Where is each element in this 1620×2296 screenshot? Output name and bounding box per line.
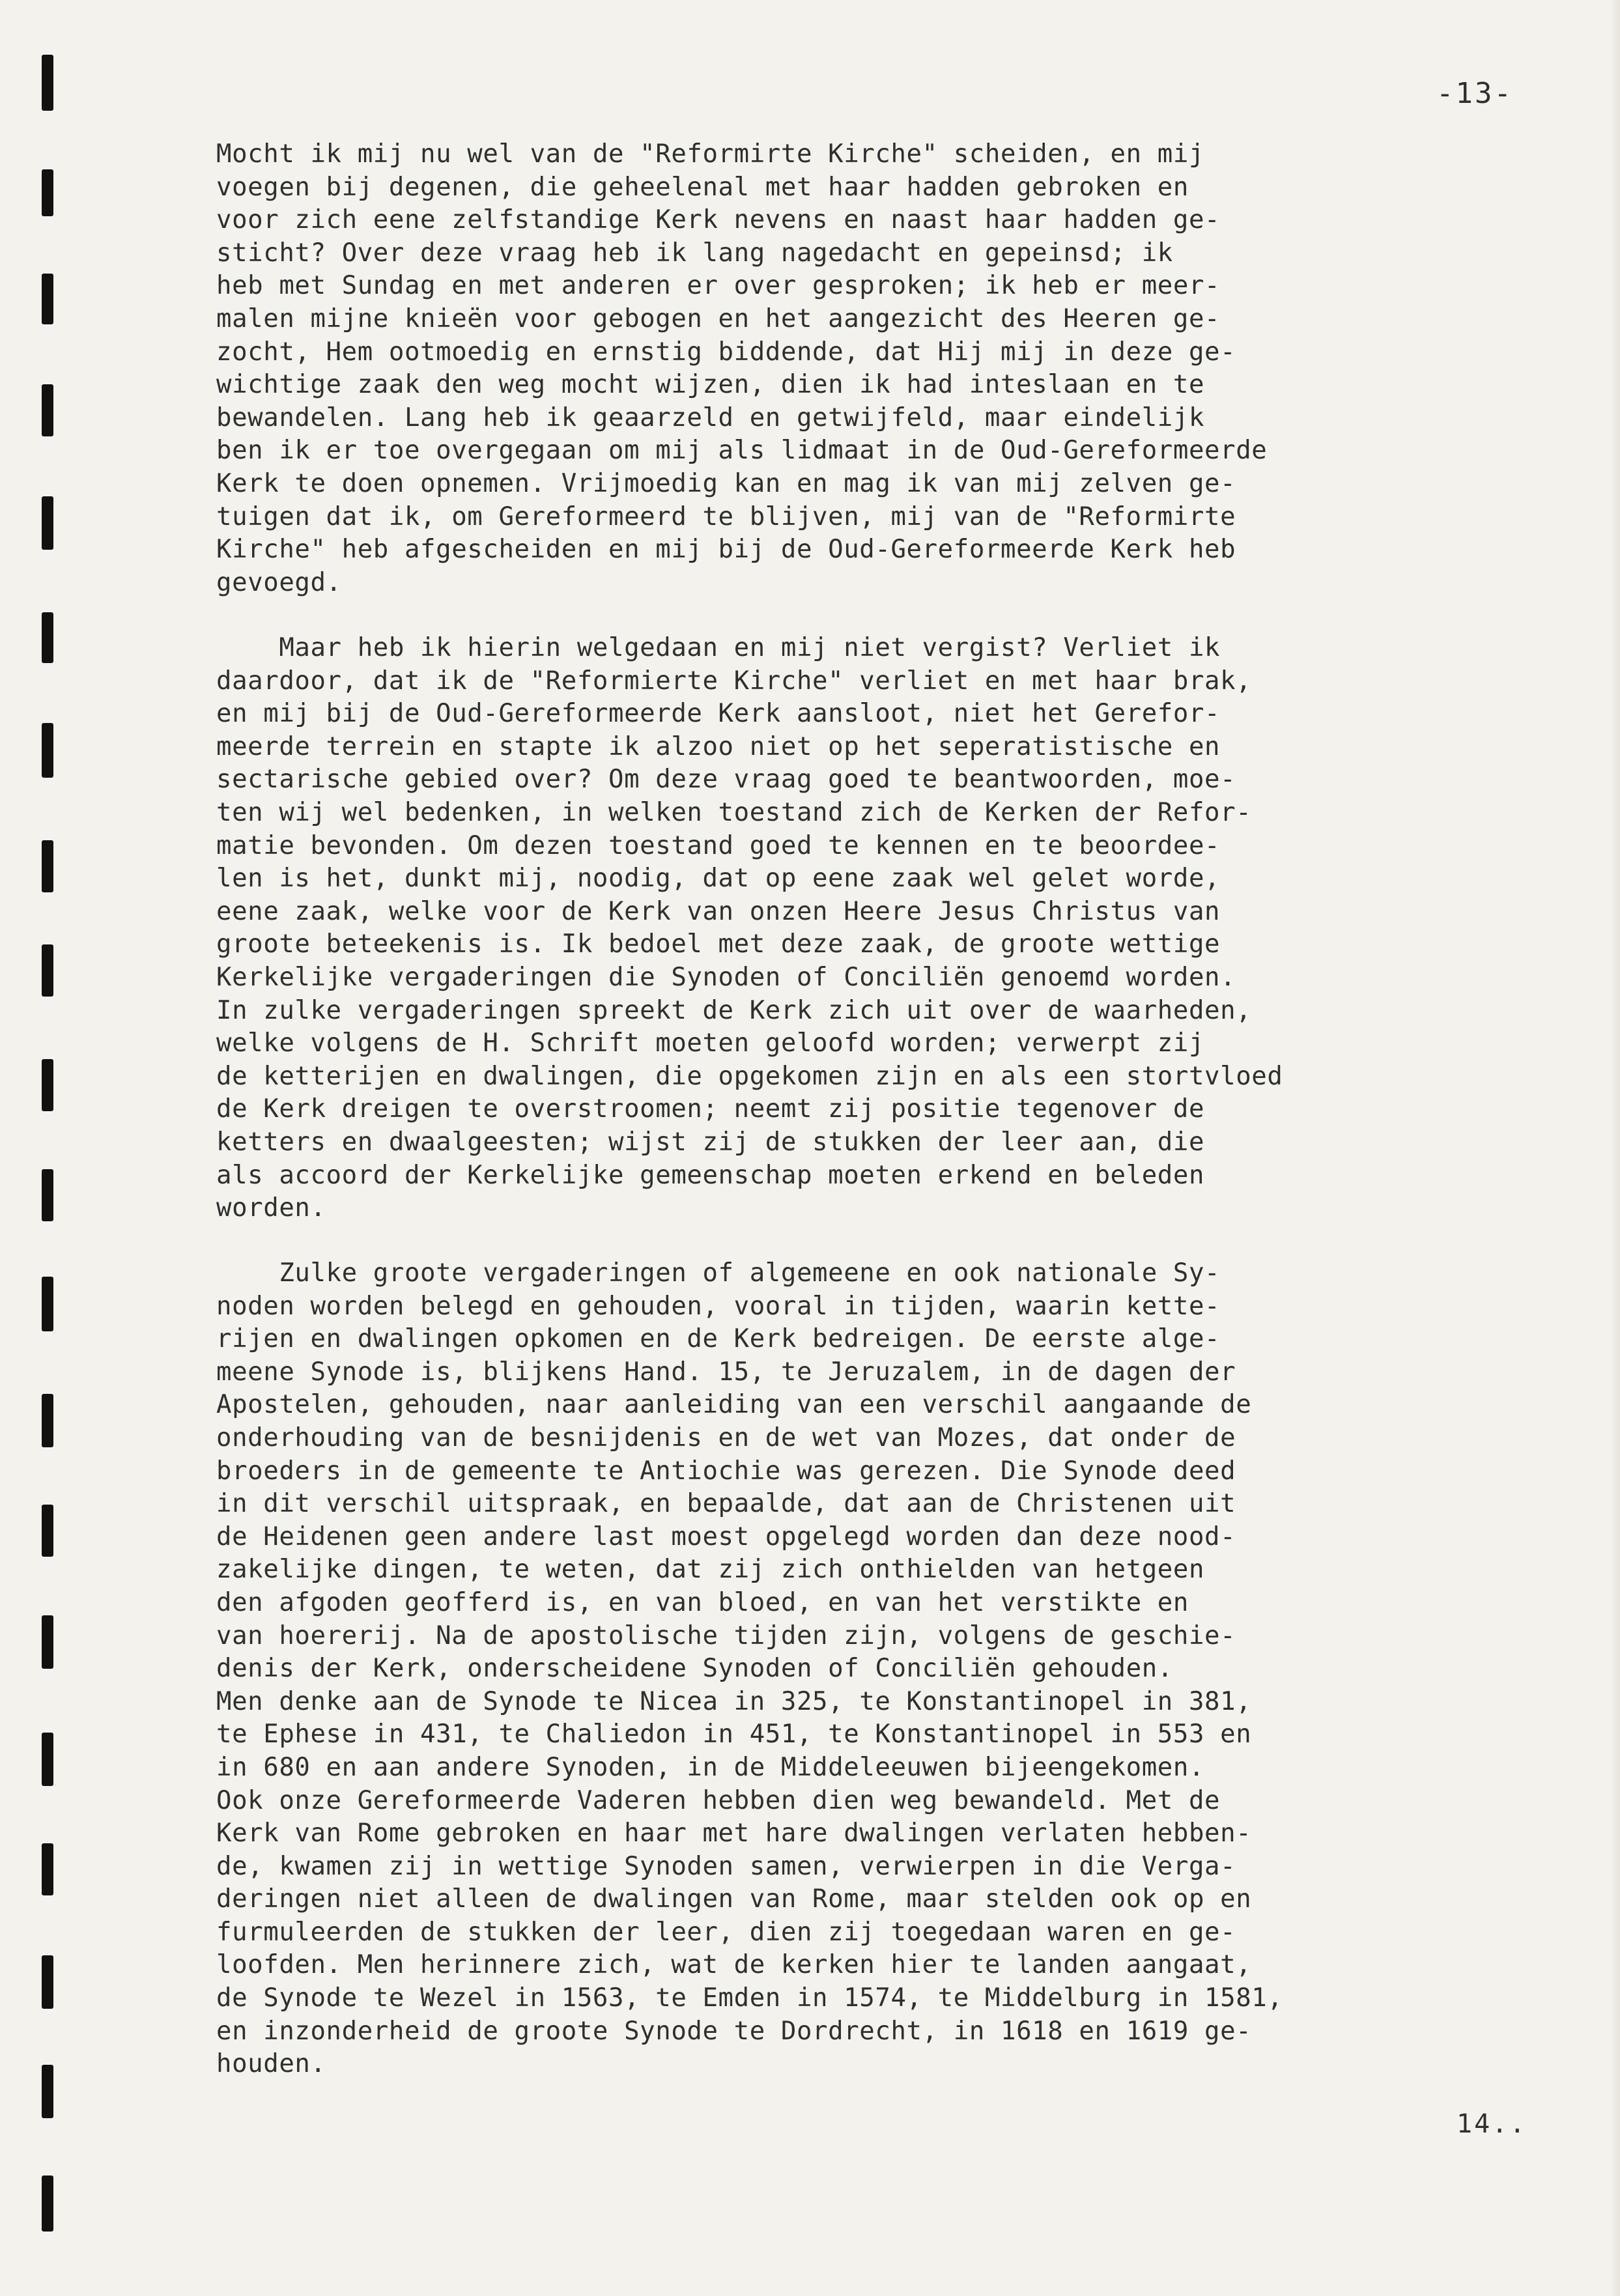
binding-hole <box>42 2065 53 2118</box>
text-line: malen mijne knieën voor gebogen en het aangezicht des Heeren ge- <box>216 304 1221 333</box>
text-line: noden worden belegd en gehouden, vooral in tijden, waarin kette- <box>216 1291 1221 1321</box>
catchword: 14.. <box>1457 2109 1528 2139</box>
text-line: Zulke groote vergaderingen of algemeene en ook nationale Sy- <box>216 1258 1221 1288</box>
text-line: groote beteekenis is. Ik bedoel met deze zaak, de groote wettige <box>216 929 1221 959</box>
text-line: welke volgens de H. Schrift moeten geloofd worden; verwerpt zij <box>216 1028 1205 1058</box>
text-line: Kerk van Rome gebroken en haar met hare dwalingen verlaten hebben- <box>216 1819 1252 1849</box>
text-line: loofden. Men herinnere zich, wat de kerken hier te landen aangaat, <box>216 1950 1252 1980</box>
binding-hole <box>42 1955 53 2009</box>
binding-hole <box>42 1059 53 1111</box>
text-line: rijen en dwalingen opkomen en de Kerk bedreigen. De eerste alge- <box>216 1324 1221 1354</box>
text-line: denis der Kerk, onderscheidene Synoden of Conciliën gehouden. <box>216 1654 1173 1684</box>
text-line: onderhouding van de besnijdenis en de wet van Mozes, dat onder de <box>216 1423 1236 1453</box>
text-line: heb met Sundag en met anderen er over gesproken; ik heb er meer- <box>216 271 1221 301</box>
text-line: van hoererij. Na de apostolische tijden zijn, volgens de geschie- <box>216 1621 1236 1651</box>
text-line: Maar heb ik hierin welgedaan en mij niet vergist? Verliet ik <box>216 633 1221 662</box>
text-line: zocht, Hem ootmoedig en ernstig biddende, dat Hij mij in deze ge- <box>216 337 1236 367</box>
binding-hole <box>42 840 53 892</box>
text-line: de Kerk dreigen te overstroomen; neemt zij positie tegenover de <box>216 1094 1205 1124</box>
text-line: ten wij wel bedenken, in welken toestand zich de Kerken der Refor- <box>216 797 1252 827</box>
binding-hole <box>42 274 53 324</box>
text-line: sticht? Over deze vraag heb ik lang nagedacht en gepeinsd; ik <box>216 238 1173 268</box>
binding-hole <box>42 1843 53 1895</box>
binding-hole <box>42 1277 53 1331</box>
text-line: en mij bij de Oud-Gereformeerde Kerk aansloot, niet het Gerefor- <box>216 699 1221 729</box>
text-line: voegen bij degenen, die geheelenal met haar hadden gebroken en <box>216 172 1189 202</box>
text-line: als accoord der Kerkelijke gemeenschap moeten erkend en beleden <box>216 1160 1205 1190</box>
text-line: daardoor, dat ik de "Reformierte Kirche" verliet en met haar brak, <box>216 666 1252 696</box>
text-line: wichtige zaak den weg mocht wijzen, dien ik had inteslaan en te <box>216 370 1205 400</box>
binding-hole <box>42 55 53 111</box>
text-line: In zulke vergaderingen spreekt de Kerk zich uit over de waarheden, <box>216 995 1252 1025</box>
text-line: ben ik er toe overgegaan om mij als lidmaat in de Oud-Gereformeerde <box>216 436 1268 466</box>
text-line: meene Synode is, blijkens Hand. 15, te Jeruzalem, in de dagen der <box>216 1357 1236 1387</box>
paragraph-2 <box>216 632 1584 1225</box>
text-line: broeders in de gemeente te Antiochie was gerezen. Die Synode deed <box>216 1456 1236 1486</box>
paragraph-3 <box>216 1257 1584 2081</box>
text-line: zakelijke dingen, te weten, dat zij zich onthielden van hetgeen <box>216 1555 1205 1585</box>
binding-hole <box>42 1615 53 1669</box>
text-line: Kerkelijke vergaderingen die Synoden of Conciliën genoemd worden. <box>216 962 1236 992</box>
text-line: tuigen dat ik, om Gereformeerd te blijven, mij van de "Reformirte <box>216 502 1236 531</box>
binding-hole <box>42 496 53 550</box>
text-line: bewandelen. Lang heb ik geaarzeld en getwijfeld, maar eindelijk <box>216 403 1205 432</box>
paragraph-1 <box>216 138 1584 599</box>
text-line: deringen niet alleen de dwalingen van Rome, maar stelden ook op en <box>216 1884 1252 1914</box>
text-line: furmuleerden de stukken der leer, dien zij toegedaan waren en ge- <box>216 1917 1236 1947</box>
text-line: in 680 en aan andere Synoden, in de Middeleeuwen bijeengekomen. <box>216 1752 1205 1782</box>
text-line: in dit verschil uitspraak, en bepaalde, dat aan de Christenen uit <box>216 1489 1236 1519</box>
binding-hole <box>42 723 53 778</box>
binding-hole <box>42 1733 53 1786</box>
binding-hole <box>42 1169 53 1221</box>
text-line: Kirche" heb afgescheiden en mij bij de Oud-Gereformeerde Kerk heb <box>216 535 1236 565</box>
binding-hole <box>42 1505 53 1557</box>
text-line: de ketterijen en dwalingen, die opgekomen zijn en als een stortvloed <box>216 1061 1283 1091</box>
binding-hole <box>42 1394 53 1447</box>
text-line: Apostelen, gehouden, naar aanleiding van een verschil aangaande de <box>216 1390 1252 1420</box>
text-line: eene zaak, welke voor de Kerk van onzen Heere Jesus Christus van <box>216 896 1221 926</box>
text-line: de Synode te Wezel in 1563, te Emden in 1574, te Middelburg in 1581, <box>216 1983 1283 2013</box>
text-line: matie bevonden. Om dezen toestand goed te kennen en te beoordee- <box>216 830 1221 860</box>
text-line: ketters en dwaalgeesten; wijst zij de stukken der leer aan, die <box>216 1127 1205 1157</box>
binding-hole <box>42 2176 53 2232</box>
text-line: Mocht ik mij nu wel van de "Reformirte Kirche" scheiden, en mij <box>216 139 1205 169</box>
text-line: len is het, dunkt mij, noodig, dat op eene zaak wel gelet worde, <box>216 864 1221 894</box>
text-line: te Ephese in 431, te Chaliedon in 451, te Konstantinopel in 553 en <box>216 1720 1252 1750</box>
binding-hole <box>42 169 53 216</box>
page-number: -13- <box>1436 77 1513 110</box>
binding-hole <box>42 612 53 663</box>
text-line: en inzonderheid de groote Synode te Dordrecht, in 1618 en 1619 ge- <box>216 2016 1252 2046</box>
page-edge <box>1610 0 1620 2296</box>
text-line: den afgoden geofferd is, en van bloed, en van het verstikte en <box>216 1587 1189 1617</box>
text-line: gevoegd. <box>216 567 342 597</box>
text-line: Kerk te doen opnemen. Vrijmoedig kan en mag ik van mij zelven ge- <box>216 468 1236 498</box>
text-line: de Heidenen geen andere last moest opgelegd worden dan deze nood- <box>216 1522 1236 1552</box>
text-line: voor zich eene zelfstandige Kerk nevens en naast haar hadden ge- <box>216 205 1221 235</box>
binding-hole <box>42 944 53 997</box>
text-line: meerde terrein en stapte ik alzoo niet op het seperatistische en <box>216 731 1221 761</box>
text-line: worden. <box>216 1193 326 1223</box>
text-line: de, kwamen zij in wettige Synoden samen, verwierpen in die Verga- <box>216 1851 1236 1881</box>
text-line: houden. <box>216 2049 326 2079</box>
binding-hole <box>42 384 53 436</box>
text-line: Ook onze Gereformeerde Vaderen hebben dien weg bewandeld. Met de <box>216 1785 1221 1815</box>
text-line: sectarische gebied over? Om deze vraag goed te beantwoorden, moe- <box>216 765 1236 795</box>
text-line: Men denke aan de Synode te Nicea in 325, te Konstantinopel in 381, <box>216 1686 1252 1716</box>
